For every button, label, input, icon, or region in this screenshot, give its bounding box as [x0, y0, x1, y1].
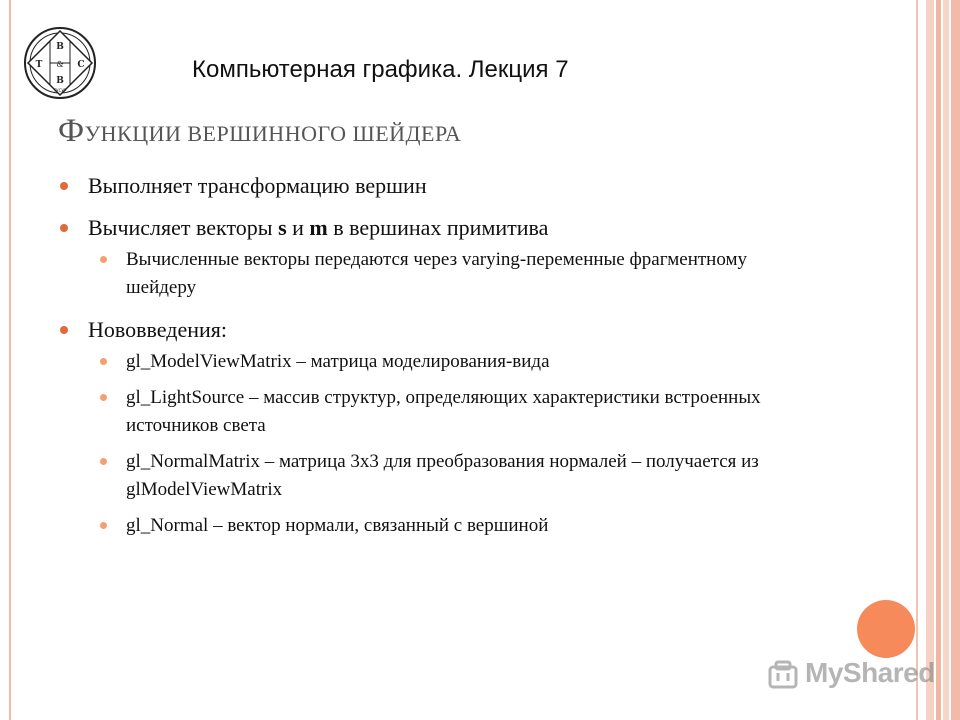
logo-caption: ТУСУР	[53, 88, 67, 93]
sub-bullet-icon	[100, 522, 107, 529]
sub-list-item-text: gl_ModelViewMatrix – матрица моделирования-вида	[126, 351, 550, 372]
slide-heading	[58, 113, 461, 150]
sub-list-item	[60, 512, 780, 540]
vector-s-label: s	[278, 215, 287, 240]
sub-list-item-text: Вычисленные векторы передаются через varying-переменные фрагментному шейдеру	[126, 249, 748, 298]
decor-stripe	[943, 0, 949, 720]
sub-list-item-text: gl_LightSource – массив структур, определяющих характеристики встроенных источников света	[126, 387, 761, 436]
watermark-text: MyShared	[805, 657, 935, 688]
logo-letter-center: &	[56, 60, 64, 69]
bullet-icon	[60, 326, 68, 334]
sub-list-item	[60, 448, 780, 504]
list-item-text-post: в вершинах примитива	[327, 215, 549, 240]
decor-orange-circle	[857, 600, 915, 658]
logo-emblem-icon	[22, 25, 98, 101]
university-logo	[22, 25, 98, 101]
right-frame-line	[916, 0, 918, 720]
vector-m-label: m	[309, 215, 328, 240]
list-item-text-pre: Вычисляет векторы	[88, 215, 279, 240]
sub-list-item-text: gl_NormalMatrix – матрица 3x3 для преобразования нормалей – получается из glModelViewMatrix	[126, 451, 759, 500]
bullet-icon	[60, 224, 68, 232]
left-frame-line	[9, 0, 11, 720]
sub-bullet-icon	[100, 358, 107, 365]
list-item-text: Нововведения:	[88, 317, 227, 342]
logo-letter-bottom: В	[56, 76, 64, 86]
watermark	[767, 655, 935, 695]
sub-bullet-icon	[100, 256, 107, 263]
decor-stripe	[951, 0, 960, 720]
list-item	[60, 214, 780, 242]
sub-bullet-icon	[100, 458, 107, 465]
heading-initial: Ф	[58, 113, 85, 149]
list-item-text-mid: и	[286, 215, 310, 240]
logo-letter-left: Т	[35, 60, 43, 70]
list-item	[60, 172, 780, 200]
sub-bullet-icon	[100, 394, 107, 401]
logo-letter-right: С	[77, 60, 85, 70]
bullet-icon	[60, 182, 68, 190]
slide-content	[60, 172, 780, 548]
heading-rest: УНКЦИИ ВЕРШИННОГО ШЕЙДЕРА	[84, 121, 462, 146]
sub-list-item	[60, 384, 780, 440]
decor-stripe	[926, 0, 934, 720]
list-item-text: Выполняет трансформацию вершин	[88, 173, 427, 198]
sub-list-item	[60, 246, 780, 302]
sub-list-item-text: gl_Normal – вектор нормали, связанный с вершиной	[126, 515, 549, 536]
watermark-logo-icon	[767, 659, 799, 691]
sub-list-item	[60, 348, 780, 376]
header-title: Компьютерная графика. Лекция 7	[192, 56, 569, 83]
logo-letter-top: В	[56, 42, 64, 52]
decor-stripe	[936, 0, 941, 720]
list-item	[60, 316, 780, 344]
